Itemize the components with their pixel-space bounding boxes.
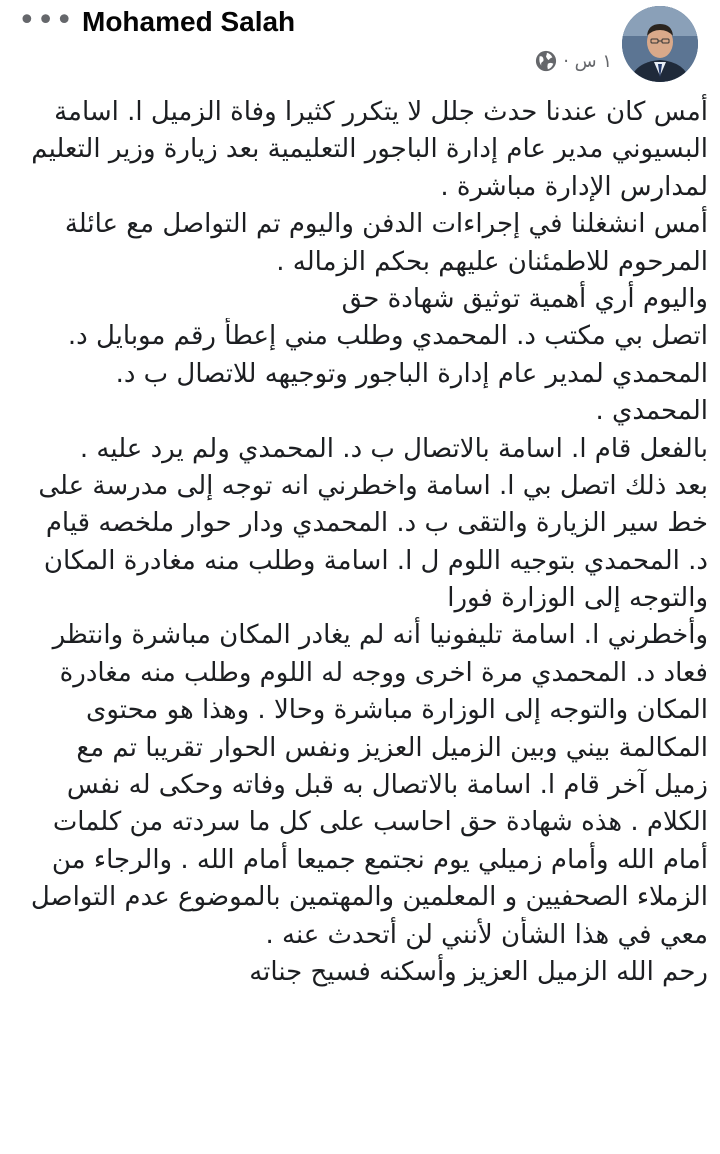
post-line: المكالمة بيني وبين الزميل العزيز ونفس الحوار تقريبا تم مع: [76, 732, 708, 763]
post-line: زميل آخر قام ا. اسامة بالاتصال به قبل وفاته وحكى له نفس: [66, 770, 708, 801]
post-line: المرحوم للاطمئنان عليهم بحكم الزماله .: [276, 246, 708, 277]
avatar[interactable]: [622, 6, 698, 82]
post-text: [12, 94, 708, 991]
post-line: اتصل بي مكتب د. المحمدي وطلب مني إعطأ رقم موبايل د.: [67, 321, 708, 352]
post-line: أمس كان عندنا حدث جلل لا يتكرر كثيرا وفاة الزميل ا. اسامة: [54, 97, 708, 127]
post-line: د. المحمدي بتوجيه اللوم ل ا. اسامة وطلب منه مغادرة المكان: [43, 545, 708, 576]
post-line: الزملاء الصحفيين و المعلمين والمهتمين بالموضوع عدم التواصل: [30, 882, 708, 913]
post-line: وأخطرني ا. اسامة تليفونيا أنه لم يغادر المكان مباشرة وانتظر: [52, 620, 708, 651]
post-line: الكلام . هذه شهادة حق احاسب على كل ما سردته من كلمات: [52, 807, 708, 838]
post-line: واليوم أري أهمية توثيق شهادة حق: [341, 283, 708, 314]
post-line: بعد ذلك اتصل بي ا. اسامة واخطرني انه توجه إلى مدرسة على: [38, 470, 708, 501]
author-name[interactable]: Mohamed Salah: [82, 6, 296, 37]
time-label[interactable]: ١ س ·: [563, 50, 612, 72]
post-header: [0, 0, 720, 90]
post-line: بالفعل قام ا. اسامة بالاتصال ب د. المحمدي ولم يرد عليه .: [79, 433, 708, 464]
post-line: البسيوني مدير عام إدارة الباجور التعليمية بعد زيارة وزير التعليم: [31, 134, 708, 165]
post-line: فعاد د. المحمدي مرة اخرى ووجه له اللوم وطلب منه مغادرة: [59, 657, 708, 688]
post-line: والتوجه إلى الوزارة فورا: [447, 583, 708, 614]
post-line: المحمدي لمدير عام إدارة الباجور وتوجيهه للاتصال ب د.: [115, 358, 708, 389]
post-line: أمس انشغلنا في إجراءات الدفن واليوم تم التواصل مع عائلة: [64, 209, 708, 240]
globe-icon: [535, 50, 557, 72]
post-line: رحم الله الزميل العزيز وأسكنه فسيح جناته: [249, 956, 708, 987]
post-meta: [535, 50, 612, 72]
post-line: أمام الله وأمام زميلي يوم نجتمع جميعا أمام الله . والرجاء من: [51, 844, 708, 875]
post-line: معي في هذا الشأن لأنني لن أتحدث عنه .: [265, 919, 708, 950]
post-line: المحمدي .: [595, 396, 708, 427]
avatar-portrait: [622, 6, 698, 82]
more-options-icon[interactable]: •••: [18, 3, 75, 38]
post-line: خط سير الزيارة والتقى ب د. المحمدي ودار حوار ملخصه قيام: [45, 508, 708, 539]
post-line: لمدارس الإدارة مباشرة .: [440, 171, 708, 202]
post-line: المكان والتوجه إلى الوزارة مباشرة وحالا . وهذا هو محتوى: [86, 695, 708, 726]
